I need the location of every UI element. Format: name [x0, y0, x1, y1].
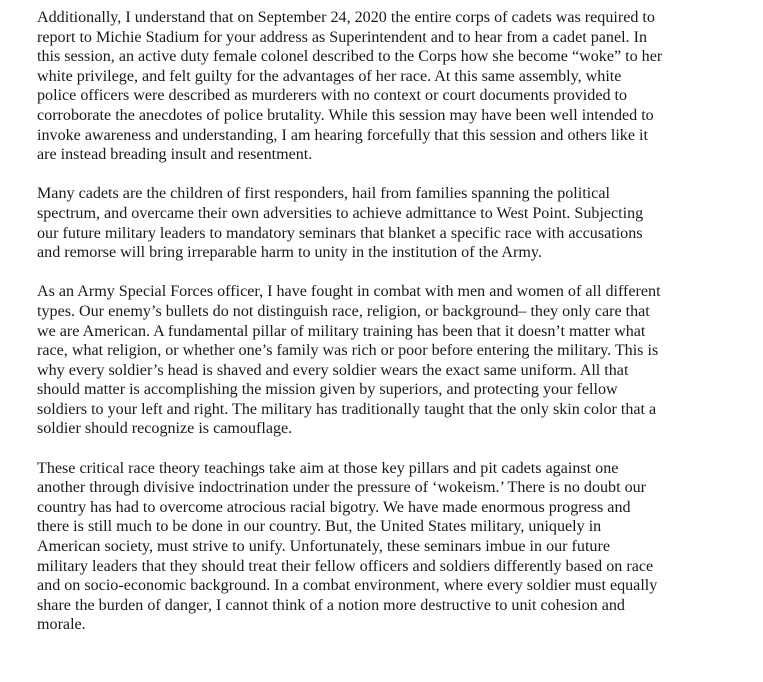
text-line: and remorse will bring irreparable harm to unity in the institution of the Army. — [37, 244, 542, 262]
document-page — [37, 8, 757, 655]
paragraph-special-forces — [37, 282, 757, 439]
text-line: corroborate the anecdotes of police brutality. While this session may have been well intended to — [37, 106, 654, 124]
text-line: American society, must strive to unify. Unfortunately, these seminars imbue in our future — [37, 538, 610, 556]
text-line: and on socio-economic background. In a combat environment, where every soldier must equally — [37, 577, 658, 595]
text-line: police officers were described as murderers with no context or court documents provided to — [37, 87, 628, 105]
text-line: white privilege, and felt guilty for the advantages of her race. At this same assembly, white — [37, 67, 622, 85]
text-line: types. Our enemy’s bullets do not distinguish race, religion, or background– they only care that — [37, 302, 650, 320]
text-line: this session, an active duty female colonel described to the Corps how she become “woke” to her — [37, 48, 663, 66]
text-line: invoke awareness and understanding, I am hearing forcefully that this session and others like it — [37, 126, 648, 144]
paragraph-critical-race-theory — [37, 459, 757, 635]
text-line: are instead breading insult and resentment. — [37, 146, 313, 164]
text-line: morale. — [37, 616, 86, 634]
text-line: report to Michie Stadium for your address as Superintendent and to hear from a cadet panel. In — [37, 28, 648, 46]
text-line: soldier should recognize is camouflage. — [37, 420, 293, 438]
text-line: soldiers to your left and right. The military has traditionally taught that the only skin color that a — [37, 400, 657, 418]
text-line: why every soldier’s head is shaved and every soldier wears the exact same uniform. All that — [37, 361, 629, 379]
text-line: race, what religion, or whether one’s family was rich or poor before entering the military. This is — [37, 342, 659, 360]
text-line: should matter is accomplishing the mission given by superiors, and protecting your fellow — [37, 381, 618, 399]
text-line: another through divisive indoctrination under the pressure of ‘wokeism.’ There is no doubt our — [37, 479, 647, 497]
text-line: Many cadets are the children of first responders, hail from families spanning the political — [37, 185, 610, 203]
text-line: country has had to overcome atrocious racial bigotry. We have made enormous progress and — [37, 498, 631, 516]
text-line: As an Army Special Forces officer, I have fought in combat with men and women of all different — [37, 283, 661, 301]
paragraph-cadets-background — [37, 184, 757, 262]
text-line: there is still much to be done in our country. But, the United States military, uniquely in — [37, 518, 602, 536]
paragraph-superintendent-address — [37, 8, 757, 165]
text-line: we are American. A fundamental pillar of military training has been that it doesn’t matter what — [37, 322, 646, 340]
text-line: spectrum, and overcame their own adversities to achieve admittance to West Point. Subjecting — [37, 204, 644, 222]
text-line: our future military leaders to mandatory seminars that blanket a specific race with accusations — [37, 224, 643, 242]
text-line: military leaders that they should treat their fellow officers and soldiers differently based on race — [37, 557, 654, 575]
text-line: share the burden of danger, I cannot think of a notion more destructive to unit cohesion and — [37, 596, 625, 614]
text-line: These critical race theory teachings take aim at those key pillars and pit cadets against one — [37, 459, 619, 477]
text-line: Additionally, I understand that on September 24, 2020 the entire corps of cadets was required to — [37, 9, 655, 26]
